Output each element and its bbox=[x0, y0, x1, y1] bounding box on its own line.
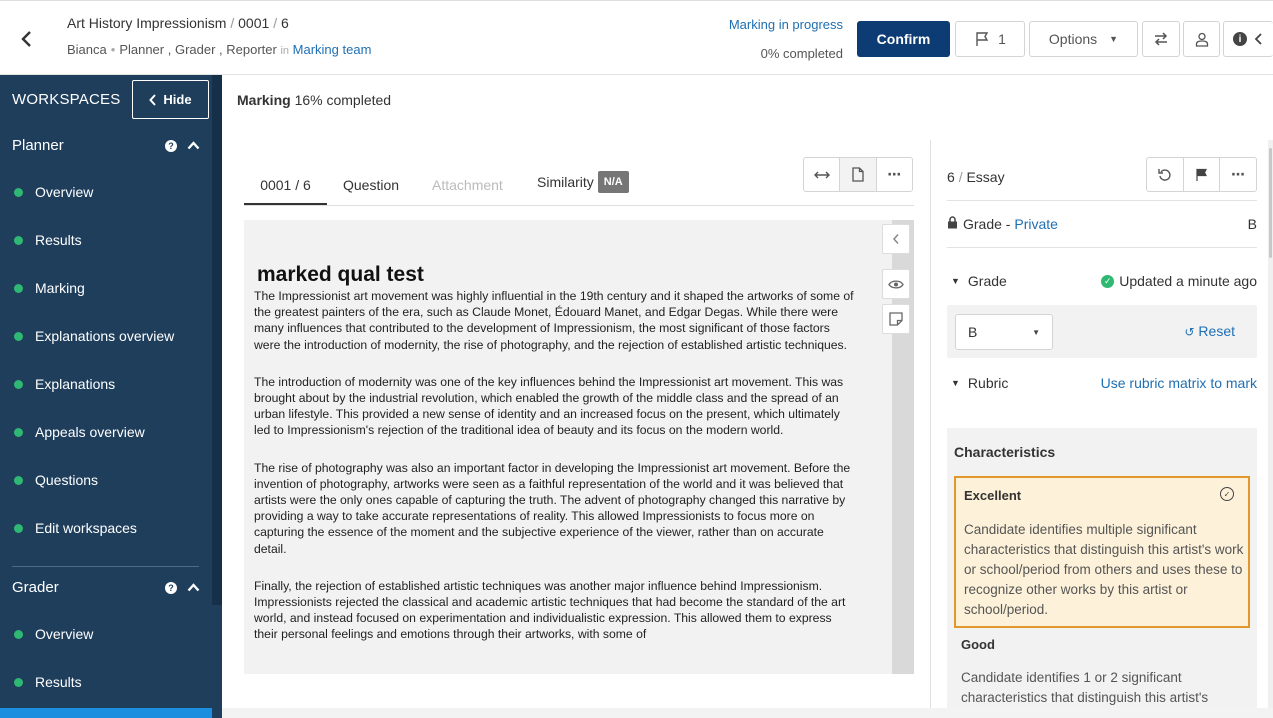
rubric-section-label: Rubric bbox=[967, 375, 1009, 391]
status-dot-icon bbox=[14, 630, 23, 639]
sidebar-item-explanations[interactable] bbox=[14, 376, 115, 392]
status-dot-icon bbox=[14, 678, 23, 687]
chevron-up-icon[interactable] bbox=[187, 141, 200, 150]
sidebar-item-label: Explanations overview bbox=[35, 328, 175, 344]
grade-selector-box bbox=[947, 305, 1257, 358]
ellipsis-icon: ⋯ bbox=[887, 166, 902, 182]
tab-similarity[interactable] bbox=[537, 171, 629, 193]
document-paragraph: The rise of photography was also an important factor in developing the Impressionist art movement. Before the invention of photography, artworks were seen as a faithful representation of the world and it was believed that artists were the only ones capable of capturing the truth. The advent of photography changed this narrative by providing a way to take accurate representations of reality. This allowed Impressionists to focus more on capturing the essence of the moment and the subjective experience of the viewer, rather than on accurate detail. bbox=[254, 460, 851, 556]
breadcrumb-separator: / bbox=[273, 15, 278, 31]
sidebar-item-grader-overview[interactable] bbox=[14, 626, 93, 642]
user-roles: Planner , Grader , Reporter bbox=[119, 42, 277, 57]
sidebar-item-label: Appeals overview bbox=[35, 424, 145, 440]
update-status bbox=[1101, 273, 1257, 289]
panel-scrollbar-thumb[interactable] bbox=[1269, 148, 1272, 258]
sidebar-item-label: Results bbox=[35, 232, 82, 248]
collapse-tools-button[interactable] bbox=[882, 224, 910, 254]
flag-icon bbox=[974, 31, 990, 47]
sidebar-item-appeals-overview[interactable] bbox=[14, 424, 145, 440]
sidebar-title: WORKSPACES bbox=[12, 91, 121, 108]
hide-label: Hide bbox=[163, 92, 192, 107]
user-roles-line bbox=[67, 42, 371, 57]
grade-select[interactable] bbox=[955, 314, 1053, 350]
similarity-badge: N/A bbox=[598, 171, 629, 193]
status-dot-icon bbox=[14, 476, 23, 485]
document-paragraph: The Impressionist art movement was highly influential in the 19th century and it shaped the artworks of some of the greatest painters of the era, such as Claude Monet, Édouard Manet, and Edgar Degas. While there were many influences that contributed to the development of Impressionism, the most significant of those factors were the introduction of modernity, the rise of photography, and the rejection of established artistic techniques. bbox=[254, 289, 854, 352]
hide-sidebar-button[interactable] bbox=[132, 80, 209, 119]
ellipsis-icon: ⋯ bbox=[1231, 166, 1246, 182]
undo-icon bbox=[1158, 168, 1172, 182]
active-tab-indicator bbox=[244, 203, 327, 205]
marking-status-link[interactable]: Marking in progress bbox=[728, 17, 843, 32]
grader-section-label: Grader bbox=[12, 579, 59, 596]
user-name: Bianca bbox=[67, 42, 107, 57]
breadcrumb-item: 0001 bbox=[238, 15, 270, 31]
sidebar-item-explanations-overview[interactable] bbox=[14, 328, 174, 344]
flag-count: 1 bbox=[998, 31, 1006, 47]
planner-section-label: Planner bbox=[12, 137, 64, 154]
history-button[interactable] bbox=[1147, 158, 1184, 191]
grade-visibility-row bbox=[947, 216, 1257, 232]
document-icon bbox=[852, 167, 864, 182]
sidebar-item-label: Marking bbox=[35, 280, 85, 296]
expand-horizontal-icon bbox=[814, 170, 830, 180]
level-description: Candidate identifies multiple significant characteristics that distinguish this artist's work or school/period from others and uses these to recognize other works by this artist or school/period. bbox=[964, 522, 1244, 617]
rubric-panel bbox=[947, 428, 1257, 718]
sidebar-item-questions[interactable] bbox=[14, 472, 98, 488]
more-options-button[interactable] bbox=[1220, 158, 1256, 191]
similarity-label: Similarity bbox=[537, 174, 594, 190]
chevron-left-icon bbox=[892, 233, 900, 245]
back-button[interactable] bbox=[10, 23, 44, 55]
sidebar-divider bbox=[12, 566, 199, 567]
status-dot-icon bbox=[14, 428, 23, 437]
options-label: Options bbox=[1048, 31, 1098, 47]
eye-icon bbox=[888, 279, 904, 290]
level-name: Excellent bbox=[964, 488, 1022, 503]
document-paragraph: Finally, the rejection of established artistic techniques was another major influence behind Impressionism. Impressionists rejected the classical and academic artistic techniques that had become the standard of the art world, and instead focused on experimentation and individualistic expression. This allowed them to express their personal feelings and emotions through their artworks, with some of bbox=[254, 578, 846, 642]
reset-label: Reset bbox=[1198, 323, 1235, 339]
sidebar-item-label: Overview bbox=[35, 184, 94, 200]
status-dot-icon bbox=[14, 524, 23, 533]
document-paragraph: The introduction of modernity was one of the key influences behind the Impressionist art movement. This was brought about by the industrial revolution, which enabled the growth of the middle class and the spread of an urban lifestyle. This provided a new sense of identity and an increased focus on the present, which ultimately led to Impressionism's rejection of the traditional idea of beauty and its focus on the modern world. bbox=[254, 374, 844, 438]
rubric-level-excellent[interactable] bbox=[954, 476, 1250, 628]
chevron-left-icon bbox=[20, 30, 34, 48]
sidebar-scrollbar[interactable] bbox=[212, 75, 222, 605]
status-dot-icon bbox=[14, 188, 23, 197]
breadcrumb bbox=[67, 15, 289, 31]
workspaces-sidebar bbox=[0, 75, 222, 718]
help-icon[interactable]: ? bbox=[165, 582, 177, 594]
add-note-button[interactable] bbox=[882, 304, 910, 334]
rubric-level-good[interactable] bbox=[961, 637, 1251, 708]
page-view-button[interactable] bbox=[840, 158, 876, 191]
flag-question-button[interactable] bbox=[1184, 158, 1221, 191]
breadcrumb-total: 6 bbox=[280, 15, 289, 31]
caret-down-icon: ▼ bbox=[951, 378, 960, 388]
options-dropdown[interactable] bbox=[1029, 21, 1138, 57]
document-viewer bbox=[244, 220, 914, 674]
sidebar-item-planner-overview[interactable] bbox=[14, 184, 93, 200]
title-separator: / bbox=[958, 169, 963, 185]
flag-button[interactable] bbox=[955, 21, 1025, 57]
reset-icon: ↺ bbox=[1184, 325, 1195, 339]
caret-down-icon: ▼ bbox=[951, 276, 960, 286]
chevron-left-icon bbox=[149, 94, 157, 106]
sidebar-item-edit-workspaces[interactable] bbox=[14, 520, 137, 536]
status-dot-icon bbox=[14, 236, 23, 245]
chevron-up-icon[interactable] bbox=[187, 583, 200, 592]
more-options-button[interactable] bbox=[877, 158, 912, 191]
top-bar bbox=[0, 0, 1273, 75]
level-name: Good bbox=[961, 637, 995, 652]
sidebar-item-marking[interactable] bbox=[14, 280, 85, 296]
panel-divider[interactable] bbox=[930, 140, 931, 718]
rubric-criterion-heading: Characteristics bbox=[954, 444, 1056, 460]
check-circle-icon: ✓ bbox=[1220, 487, 1234, 501]
progress-label: Marking bbox=[237, 92, 291, 108]
check-circle-icon: ✓ bbox=[1101, 275, 1114, 288]
sidebar-item-label: Results bbox=[35, 674, 82, 690]
status-dot-icon bbox=[14, 380, 23, 389]
info-icon: i bbox=[1233, 32, 1247, 46]
caret-down-icon: ▼ bbox=[1032, 327, 1040, 337]
user-button[interactable] bbox=[1183, 21, 1220, 57]
view-annotations-button[interactable] bbox=[882, 269, 910, 299]
sidebar-active-item[interactable] bbox=[0, 708, 212, 718]
swap-arrows-icon bbox=[1153, 31, 1169, 47]
sidebar-item-label: Explanations bbox=[35, 376, 116, 392]
tab-response[interactable]: 0001 / 6 bbox=[260, 177, 311, 193]
dot-separator: • bbox=[110, 42, 116, 57]
horizontal-scrollbar[interactable] bbox=[222, 708, 1273, 718]
rubric-matrix-link[interactable]: Use rubric matrix to mark bbox=[1100, 375, 1257, 391]
in-label: in bbox=[280, 45, 290, 57]
lock-icon bbox=[947, 216, 958, 232]
document-toolbar bbox=[803, 157, 913, 192]
update-status-text: Updated a minute ago bbox=[1119, 273, 1257, 289]
tab-question[interactable]: Question bbox=[343, 177, 400, 193]
user-icon bbox=[1195, 32, 1209, 47]
status-dot-icon bbox=[14, 332, 23, 341]
breadcrumb-separator: / bbox=[230, 15, 235, 31]
grading-toolbar bbox=[1146, 157, 1257, 192]
planner-section-header[interactable] bbox=[12, 137, 200, 154]
help-icon[interactable]: ? bbox=[165, 140, 177, 152]
document-body bbox=[254, 288, 854, 664]
marking-progress bbox=[237, 92, 391, 108]
chevron-left-icon bbox=[1254, 32, 1264, 46]
grade-visibility-prefix: Grade - bbox=[963, 216, 1011, 232]
tab-attachment[interactable]: Attachment bbox=[432, 177, 503, 193]
status-dot-icon bbox=[14, 284, 23, 293]
info-panel-toggle[interactable] bbox=[1223, 21, 1273, 57]
confirm-button[interactable]: Confirm bbox=[857, 21, 950, 57]
flag-icon bbox=[1195, 168, 1208, 182]
sidebar-item-label: Edit workspaces bbox=[35, 520, 137, 536]
selected-grade: B bbox=[968, 324, 978, 340]
grade-section-label: Grade bbox=[967, 273, 1007, 289]
breadcrumb-course[interactable]: Art History Impressionism bbox=[67, 15, 227, 31]
grade-visibility-link[interactable]: Private bbox=[1014, 216, 1058, 232]
rubric-section-header[interactable] bbox=[947, 375, 1257, 391]
reset-button[interactable] bbox=[1184, 323, 1235, 339]
divider bbox=[947, 200, 1257, 201]
caret-down-icon: ▼ bbox=[1109, 34, 1119, 44]
sidebar-item-grader-results[interactable] bbox=[14, 674, 82, 690]
sidebar-item-label: Questions bbox=[35, 472, 99, 488]
fit-width-button[interactable] bbox=[804, 158, 840, 191]
team-link[interactable]: Marking team bbox=[292, 42, 372, 57]
divider bbox=[947, 247, 1257, 248]
sidebar-item-label: Overview bbox=[35, 626, 94, 642]
question-type: Essay bbox=[966, 169, 1005, 185]
grade-section-header[interactable] bbox=[947, 273, 1257, 289]
progress-value: 16% completed bbox=[294, 92, 392, 108]
question-number: 6 bbox=[947, 169, 955, 185]
level-description: Candidate identifies 1 or 2 significant characteristics that distinguish this artist's bbox=[961, 670, 1209, 705]
swap-button[interactable] bbox=[1142, 21, 1180, 57]
document-title: marked qual test bbox=[257, 263, 424, 286]
grader-section-header[interactable] bbox=[12, 579, 200, 596]
question-title bbox=[947, 169, 1005, 185]
completion-text: 0% completed bbox=[760, 46, 843, 61]
sidebar-item-planner-results[interactable] bbox=[14, 232, 82, 248]
sticky-note-icon bbox=[889, 312, 903, 326]
grade-value: B bbox=[1247, 216, 1257, 232]
